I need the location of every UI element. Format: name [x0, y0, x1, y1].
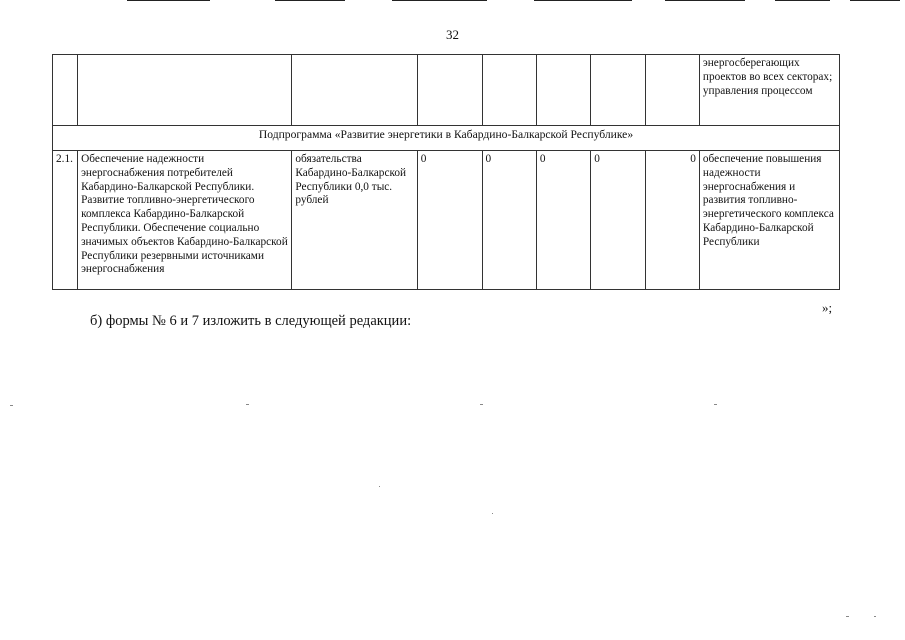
- cell-value: [536, 55, 590, 126]
- cell-value: [591, 55, 645, 126]
- scan-line: [534, 0, 632, 1]
- row-name: Обеспечение надежности энергоснабжения потребителей Кабардино-Балкарской Республики. Развитие топливно-энергетического комплекса Кабардино-Балкарской Республики. Обеспечение социально значимых объектов Кабардино-Балкарской Республики резервными источниками энергоснабжения: [78, 151, 292, 290]
- scan-speck: [874, 616, 876, 617]
- row-value-1: 0: [417, 151, 482, 290]
- scan-speck: [246, 404, 249, 405]
- continuation-row: [53, 55, 840, 126]
- scan-line: [850, 0, 900, 1]
- scan-speck: [379, 486, 380, 487]
- row-financing: обязательства Кабардино-Балкарской Республики 0,0 тыс. рублей: [292, 151, 417, 290]
- scan-speck: [714, 404, 717, 405]
- table-row: [53, 151, 840, 290]
- row-value-2: 0: [482, 151, 536, 290]
- cell-value: [482, 55, 536, 126]
- cell-financing: [292, 55, 417, 126]
- program-table: [52, 54, 840, 290]
- scan-speck: [492, 513, 493, 514]
- scan-line: [127, 0, 210, 1]
- row-number: 2.1.: [53, 151, 78, 290]
- scan-line: [665, 0, 745, 1]
- row-result: обеспечение повышения надежности энергоснабжения и развития топливно-энергетического комплекса Кабардино-Балкарской Республики: [699, 151, 839, 290]
- page-number: 32: [446, 27, 459, 42]
- cell-name: [78, 55, 292, 126]
- subprogram-row: [53, 126, 840, 151]
- cell-value: [645, 55, 699, 126]
- scan-speck: [480, 404, 483, 405]
- cell-result: энергосберегающих проектов во всех секторах; управления процессом: [699, 55, 839, 126]
- row-value-4: 0: [591, 151, 645, 290]
- scan-line: [775, 0, 830, 1]
- row-value-3: 0: [536, 151, 590, 290]
- scan-speck: [10, 405, 13, 406]
- cell-num: [53, 55, 78, 126]
- paragraph-text: б) формы № 6 и 7 изложить в следующей редакции:: [90, 313, 412, 329]
- scan-line: [275, 0, 345, 1]
- closing-quote: »;: [822, 300, 833, 315]
- scan-line: [392, 0, 487, 1]
- scan-speck: [846, 616, 849, 617]
- row-value-5: 0: [645, 151, 699, 290]
- subprogram-title: Подпрограмма «Развитие энергетики в Кабардино-Балкарской Республике»: [53, 126, 840, 151]
- cell-value: [417, 55, 482, 126]
